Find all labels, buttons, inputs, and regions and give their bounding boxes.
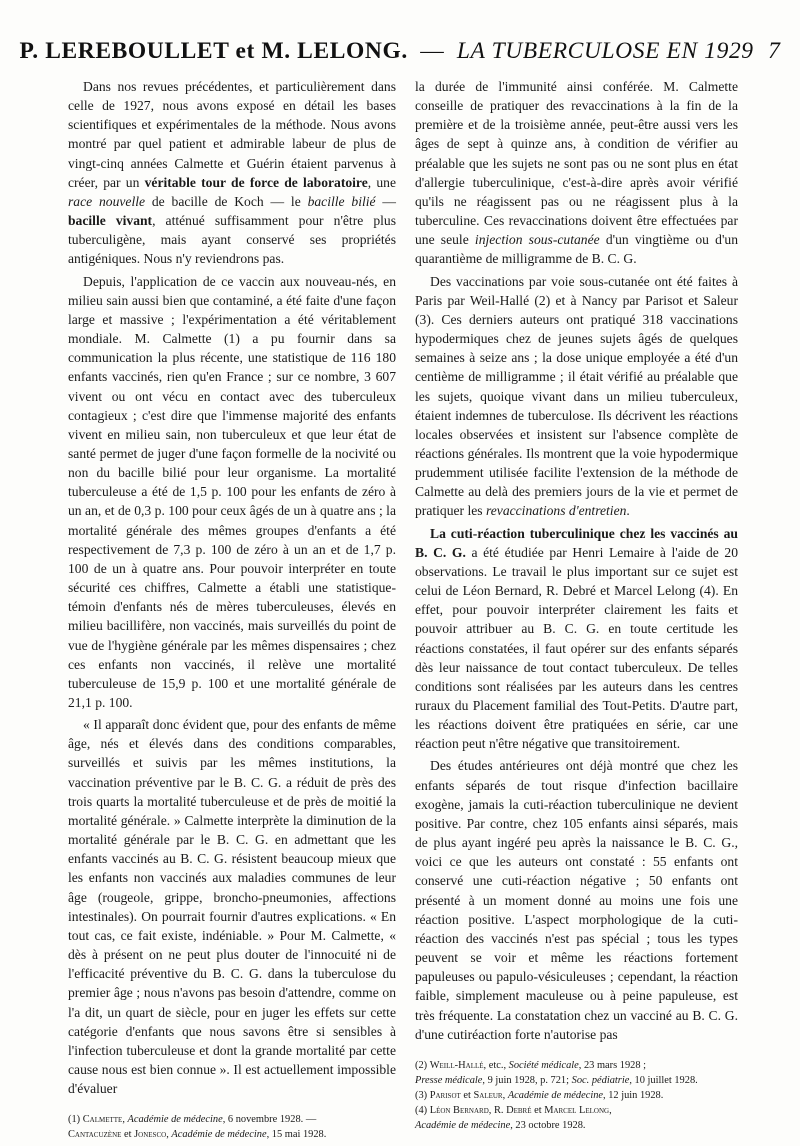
footnote-1 bbox=[68, 1112, 396, 1142]
fn-run: (1) bbox=[68, 1114, 83, 1126]
fn-run: , bbox=[122, 1114, 128, 1126]
text-run: Des vaccinations par voie sous-cutanée ont été faites à Paris par Weil-Hallé (2) et à Nancy par Parisot et Saleur (3). Ces derniers auteurs ont pratiqué 318 vaccinations hypodermiques chez de jeunes sujets âgés de quelques semaines à seize ans ; la dose unique employée a été d'un centième de milligramme ; il était vérifié au préalable que les sujets, quoique vivant dans un milieu tuberculeux, étaient indemnes de tuberculose. Ils décrivent les réactions locales observées et insistent sur l'absence complète de réactions générales. Ils montrent que la voie hypodermique prudemment utilisée facilite l'extension de la méthode de Calmette au delà des premiers jours de la vie et permet de pratiquer les bbox=[415, 273, 738, 519]
fn-run: et bbox=[531, 1104, 545, 1116]
right-paragraph-4: Des études antérieures ont déjà montré que chez les enfants séparés de tout risque d'infection bacillaire exogène, jamais la cuti-réaction tuberculinique ne devient positive. Par contre, chez 105 enfants ainsi séparés, mais de plus ayant ingéré peu après la naissance le B. C. G., voici ce que les auteurs ont constaté : 55 enfants ont conservé une cuti-réaction négative ; 50 enfants ont présenté à un moment donné au moins une fois une réaction positive. L'aspect morphologique de la cuti-réaction des vaccinés n'est pas spécial ; tous les types peuvent se voir et même les réactions fortement papuleuses ou papulo-vésiculeuses ; cependant, la réaction faible, simplement maculeuse ou à peine papuleuse, est très fréquente. La constatation chez un vacciné au B. C. G. d'une cutiréaction forte n'autorise pas bbox=[415, 758, 738, 1042]
fn-run: , bbox=[166, 1129, 172, 1141]
text-run: — bbox=[375, 193, 396, 209]
fn-run: , etc., bbox=[483, 1059, 509, 1071]
italic-run: injection sous-cutanée bbox=[474, 232, 600, 248]
fn-journal: Académie de médecine bbox=[127, 1114, 223, 1126]
right-paragraph-2 bbox=[415, 272, 738, 521]
right-footnotes bbox=[415, 1054, 738, 1133]
fn-journal: Soc. pédiatrie bbox=[571, 1074, 630, 1086]
fn-run: , 15 mai 1928. bbox=[266, 1129, 327, 1141]
fn-author: Cantacuzène bbox=[68, 1129, 122, 1141]
left-paragraph-2: Depuis, l'application de ce vaccin aux nouveau-nés, en milieu sain aussi bien que contaminé, a été faite d'une façon large et massive ; l'expérimentation a été véritablement mondiale. M. Calmette (1) a pu fournir dans sa communication la plus récente, une statistique de 116 180 enfants vaccinés, rien qu'en France ; sur ce nombre, 3 607 vivent ou ont vécu en contact avec des tuberculeux contagieux ; c'est dire que l'immense majorité des enfants vivent en milieu sain, non tuberculeux et que leur état de santé permet de juger d'une façon formelle de la nocivité ou non du bacille bilié pour leur organisme. La mortalité tuberculeuse a été de 1,5 p. 100 pour les enfants de zéro à un an, et de 0,3 p. 100 pour ceux âgés de un à quatre ans ; la mortalité générale des mêmes groupes d'enfants a été respectivement de 7,3 p. 100 de zéro à un an et de 1,7 p. 100 de un à quatre ans. Pour pouvoir interpréter en toute sécurité ces chiffres, Calmette a établi une statistique-témoin d'enfants nés de mères tuberculeuses, élevés en milieu bacillifère, non vaccinés, mais surveillés du point de vue de l'hygiène générale par les mêmes dispensaires ; chez ces enfants non vaccinés, il relève une mortalité tuberculeuse de 15,9 p. 100 et une mortalité générale de 21,1 p. 100. bbox=[68, 273, 396, 710]
bold-run: véritable tour de force de laboratoire bbox=[144, 174, 368, 190]
section-heading: La cuti-réaction tuberculinique chez les vaccinés au B. C. G. bbox=[415, 525, 738, 560]
text-run: . bbox=[626, 503, 630, 519]
fn-run: , 23 octobre 1928. bbox=[510, 1119, 586, 1131]
text-run: Dans nos revues précédentes, et particulièrement dans celle de 1927, nous avons exposé en détail les bases scientifiques et expérimentales de la méthode. Nous avons montré par quel patient et admirable labeur de plus de vingt-cinq années Calmette et Guérin étaient parvenus à créer, par un bbox=[68, 79, 396, 190]
fn-author: Weill-Hallé bbox=[429, 1059, 484, 1071]
left-paragraph-3: « Il apparaît donc évident que, pour des enfants de même âge, nés et élevés dans des conditions comparables, surveillés et suivis par les mêmes institutions, la vaccination préventive par le B. C. G. a réduit de près des trois quarts la mortalité tuberculeuse et de près de moitié la mortalité générale. » Calmette interprète la diminution de la mortalité générale par le B. C. G. en admettant que les enfants vaccinés au B. C. G. résistent beaucoup mieux que les enfants non vaccinés aux maladies communes de leur âge (rougeole, grippe, broncho-pneumonies, affections intestinales). On pourrait fournir d'autres explications. « En tout cas, ce fait existe, indéniable. » Pour M. Calmette, « dès à présent on ne peut plus douter de l'innocuité ni de l'efficacité préventive du B. C. G. dans la tuberculose du premier âge ; nous n'avons pas besoin d'attendre, comme on l'a dit, un quart de siècle, pour en juger les effets sur cette catégorie d'enfants que nous savons être si sensibles à l'infection tuberculeuse et dont la grande mortalité par cette cause nous est bien connue ». Il est actuellement impossible d'évaluer bbox=[68, 717, 396, 1097]
fn-journal: Académie de médecine bbox=[415, 1119, 511, 1131]
text-run: d'un vingtième ou d'un quarantième de milligramme de B. C. G. bbox=[415, 232, 738, 267]
fn-run: , 9 juin 1928, p. 721; bbox=[482, 1074, 572, 1086]
fn-run: , bbox=[609, 1104, 612, 1116]
fn-run: (4) bbox=[415, 1104, 430, 1116]
fn-author: Saleur bbox=[473, 1089, 503, 1101]
left-paragraph-1 bbox=[68, 77, 396, 269]
italic-run: race nouvelle bbox=[68, 193, 146, 209]
fn-author: Marcel Lelong bbox=[544, 1104, 610, 1116]
fn-author: Calmette bbox=[82, 1114, 123, 1126]
footnote-3 bbox=[415, 1088, 738, 1103]
fn-run: et bbox=[460, 1089, 474, 1101]
footnote-2 bbox=[415, 1058, 738, 1088]
fn-run: , R. bbox=[488, 1104, 507, 1116]
italic-run: revaccinations d'entretien bbox=[485, 503, 627, 519]
fn-journal: Presse médicale bbox=[415, 1074, 483, 1086]
italic-run: bacille bilié bbox=[307, 193, 376, 209]
text-run: a été étudiée par Henri Lemaire à l'aide de 20 observations. Le travail le plus important sur ce sujet est celui de Léon Bernard, R. Debré et Marcel Lelong (4). En effet, pour pouvoir interpréter clairement les faits et pouvoir attribuer au B. C. G. en toute certitude les réactions constatées, il faut opérer sur des enfants séparés dès leur naissance de tout contact tuberculeux. De telles conditions sont réalisées par les auteurs dans les centres ruraux du Placement familial des Tout-Petits. D'autre part, les réactions doivent être pratiquées en série, car une réaction peut n'être négative que transitoirement. bbox=[415, 544, 738, 752]
running-header bbox=[0, 38, 800, 65]
fn-journal: Académie de médecine bbox=[507, 1089, 604, 1101]
footnote-4 bbox=[415, 1103, 738, 1133]
fn-journal: Académie de médecine bbox=[171, 1129, 267, 1141]
fn-run: , 6 novembre 1928. — bbox=[222, 1114, 317, 1126]
fn-run: , 12 juin 1928. bbox=[603, 1089, 664, 1101]
fn-journal: Société médicale bbox=[508, 1059, 579, 1071]
header-authors: P. LEREBOULLET et M. LELONG. bbox=[19, 38, 408, 64]
fn-run: , bbox=[502, 1089, 508, 1101]
left-column bbox=[68, 77, 396, 1142]
text-run: la durée de l'immunité ainsi conférée. M. Calmette conseille de pratiquer des revaccinations à la fin de la première et de la troisième année, peut-être aussi vers les âges de sept à quinze ans, à condition de vérifier au préalable que les sujets ne sont pas ou ne sont plus en état d'allergie tuberculinique, c'est-à-dire après avoir vérifié qu'ils ne réagissent pas ou ne réagissent plus à la tuberculine. Ces revaccinations doivent être effectuées par une seule bbox=[415, 79, 738, 248]
text-run: , atténué suffisamment pour n'être plus tuberculigène, mais ayant conservé ses propriétés antigéniques. Nous n'y reviendrons pas. bbox=[68, 213, 396, 267]
header-title: LA TUBERCULOSE EN 1929 bbox=[456, 38, 754, 64]
fn-run: et bbox=[121, 1129, 135, 1141]
fn-author: Debré bbox=[506, 1104, 532, 1116]
fn-run: (2) bbox=[415, 1059, 430, 1071]
right-paragraph-1 bbox=[415, 77, 738, 269]
fn-author: Jonesco bbox=[134, 1129, 167, 1141]
fn-author: Parisot bbox=[429, 1089, 461, 1101]
right-column bbox=[415, 77, 738, 1133]
header-dash: — bbox=[420, 38, 445, 64]
fn-run: (3) bbox=[415, 1089, 430, 1101]
fn-run: , 10 juillet 1928. bbox=[629, 1074, 698, 1086]
bold-run: bacille vivant bbox=[68, 213, 153, 229]
right-paragraph-3 bbox=[415, 524, 738, 754]
fn-run: , 23 mars 1928 ; bbox=[578, 1059, 647, 1071]
page-number: 7 bbox=[768, 38, 781, 64]
fn-author: Léon Bernard bbox=[429, 1104, 489, 1116]
left-footnotes bbox=[68, 1108, 396, 1142]
text-run: de bacille de Koch — le bbox=[145, 193, 308, 209]
text-run: , une bbox=[367, 174, 396, 190]
